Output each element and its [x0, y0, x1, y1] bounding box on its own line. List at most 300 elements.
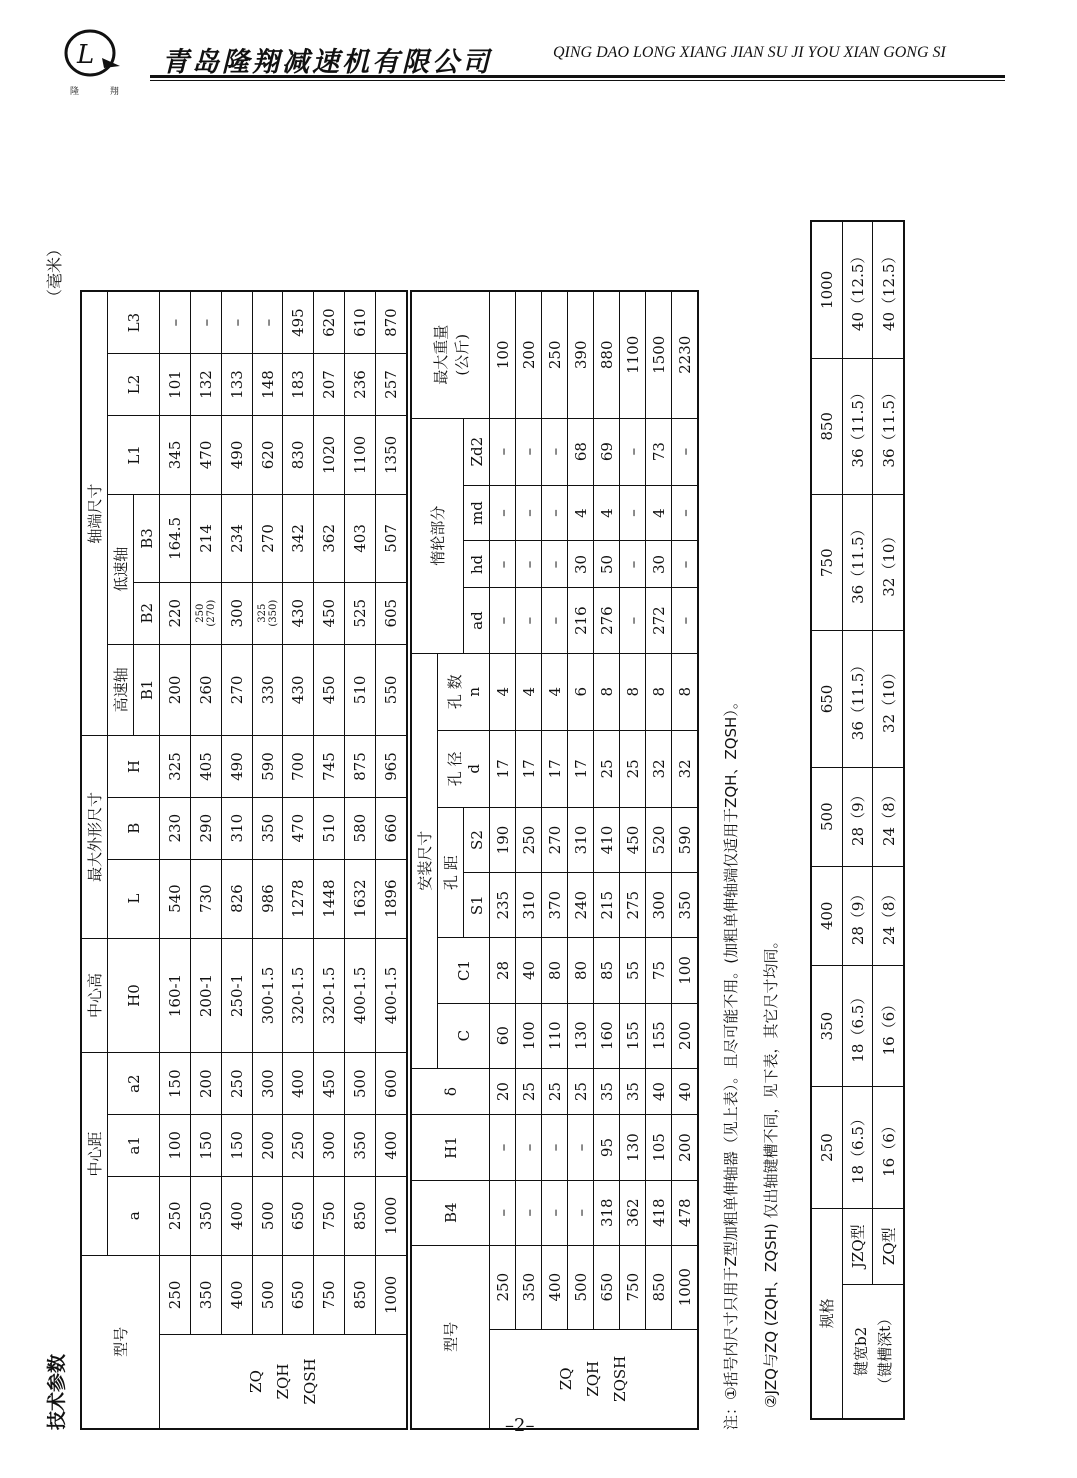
table-cell: 200	[516, 291, 542, 418]
table-cell: 1350	[376, 415, 407, 494]
table-cell: 100	[672, 938, 699, 1003]
table-cell: 183	[283, 354, 314, 416]
table-cell: 55	[620, 938, 646, 1003]
table-cell: 234	[221, 494, 252, 582]
table-cell: 400	[283, 1053, 314, 1115]
col-s1: S1	[464, 873, 490, 938]
table-cell: 25	[542, 1068, 568, 1115]
table-cell: –	[516, 588, 542, 653]
table-cell: 430	[283, 644, 314, 736]
table-cell: 4	[646, 485, 672, 541]
table-cell: 4	[490, 653, 516, 730]
series-name: ZQSH	[611, 1355, 629, 1402]
header-rule	[150, 75, 1005, 81]
table-cell: –	[221, 291, 252, 354]
table-row	[516, 291, 542, 1429]
table-cell: 400-1.5	[345, 938, 376, 1053]
table-cell: 6	[568, 653, 594, 730]
table-cell: 132	[190, 354, 221, 416]
table-cell: 150	[190, 1115, 221, 1177]
table-cell: 750	[314, 1255, 345, 1334]
table-cell: 580	[345, 797, 376, 859]
table-cell: –	[672, 418, 699, 485]
table-cell: 620	[252, 415, 283, 494]
table-cell: 850	[345, 1176, 376, 1255]
table-cell: –	[190, 291, 221, 354]
table-cell: 540	[160, 859, 191, 938]
table-cell: 490	[221, 736, 252, 798]
col-b2: B2	[134, 582, 160, 644]
table-cell: –	[252, 291, 283, 354]
table-cell: 150	[160, 1053, 191, 1115]
col-s2: S2	[464, 807, 490, 872]
table-cell: 95	[594, 1115, 620, 1180]
table-cell: 300	[646, 873, 672, 938]
table-cell: 850	[345, 1255, 376, 1334]
table-cell: 320-1.5	[314, 938, 345, 1053]
installation-table	[410, 290, 699, 1430]
table-cell: 350	[190, 1255, 221, 1334]
jzq-cell: 36（11.5）	[842, 358, 873, 494]
table-cell: 450	[620, 807, 646, 872]
zq-cell: 32（10）	[873, 495, 904, 631]
table-cell: 28	[490, 938, 516, 1003]
spec-850: 850	[811, 358, 842, 494]
table-cell: 4	[516, 653, 542, 730]
table-cell: 290	[190, 797, 221, 859]
table-cell: 600	[376, 1053, 407, 1115]
table-cell: 100	[160, 1115, 191, 1177]
page-title: 技术参数	[46, 1353, 68, 1430]
col-l1: L1	[108, 415, 160, 494]
table-row	[221, 291, 252, 1429]
table-cell: 250	[221, 1053, 252, 1115]
table-cell: 1500	[646, 291, 672, 418]
table-cell: –	[542, 541, 568, 588]
table-cell: 200	[672, 1003, 699, 1068]
table-cell: 30	[646, 541, 672, 588]
table-cell: 32	[646, 730, 672, 807]
table-cell: 610	[345, 291, 376, 354]
table-cell: 270	[221, 644, 252, 736]
col-h: H	[108, 736, 160, 798]
table-cell: 750	[620, 1245, 646, 1329]
header-model-2: 型号	[411, 1245, 490, 1429]
jzq-cell: 36（11.5）	[842, 495, 873, 631]
table-cell: 500	[252, 1255, 283, 1334]
table-cell: 1000	[672, 1245, 699, 1329]
table-cell: –	[490, 1180, 516, 1245]
table-row	[646, 291, 672, 1429]
table-row	[345, 291, 376, 1429]
table-cell: 730	[190, 859, 221, 938]
table-cell: 235	[490, 873, 516, 938]
table-cell: 4	[594, 485, 620, 541]
table-cell: 230	[160, 797, 191, 859]
table-cell: 495	[283, 291, 314, 354]
table-cell: –	[542, 1180, 568, 1245]
col-md: md	[464, 485, 490, 541]
spec-250: 250	[811, 1087, 842, 1208]
jzq-cell: 18（6.5）	[842, 1087, 873, 1208]
table-cell: 362	[314, 494, 345, 582]
table-cell: 40	[672, 1068, 699, 1115]
table-cell: 8	[620, 653, 646, 730]
dimensions-table	[80, 290, 408, 1430]
table-cell: 105	[646, 1115, 672, 1180]
table-cell: 8	[672, 653, 699, 730]
header-max-weight: 最大重量 (公斤)	[411, 291, 490, 418]
table-cell: 500	[252, 1176, 283, 1255]
table-cell: –	[620, 418, 646, 485]
table-cell: 40	[646, 1068, 672, 1115]
table-cell: 605	[376, 582, 407, 644]
table-cell: 17	[516, 730, 542, 807]
col-c1: C1	[438, 938, 490, 1003]
table-cell: 400	[221, 1176, 252, 1255]
table-cell: 236	[345, 354, 376, 416]
table-cell: 362	[620, 1180, 646, 1245]
table-cell: 520	[646, 807, 672, 872]
table-cell: 200-1	[190, 938, 221, 1053]
table-cell: 4	[568, 485, 594, 541]
col-l2: L2	[108, 354, 160, 416]
spec-650: 650	[811, 631, 842, 767]
table-cell: –	[516, 418, 542, 485]
table-cell: –	[490, 485, 516, 541]
table-cell: 1000	[376, 1255, 407, 1334]
table-cell: 270	[542, 807, 568, 872]
table-cell: –	[542, 588, 568, 653]
table-cell: 1100	[620, 291, 646, 418]
table-cell: –	[490, 418, 516, 485]
table-cell: 215	[594, 873, 620, 938]
col-b: B	[108, 797, 160, 859]
series-name: ZQ	[246, 1370, 265, 1393]
table-cell: 100	[490, 291, 516, 418]
table-cell: 325	[160, 736, 191, 798]
table-cell: 25	[568, 1068, 594, 1115]
table-cell: 345	[160, 415, 191, 494]
table-cell: –	[620, 485, 646, 541]
series-label	[160, 1334, 408, 1429]
table-cell: 318	[594, 1180, 620, 1245]
table-cell: –	[490, 1115, 516, 1180]
zq-cell: 40（12.5）	[873, 221, 904, 358]
table-cell: 50	[594, 541, 620, 588]
table-cell: 507	[376, 494, 407, 582]
table-cell: 850	[646, 1245, 672, 1329]
table-cell: 35	[620, 1068, 646, 1115]
table-cell: 350	[516, 1245, 542, 1329]
table-cell: 400	[221, 1255, 252, 1334]
table-cell: –	[568, 1115, 594, 1180]
jzq-cell: 40（12.5）	[842, 221, 873, 358]
table-cell: 405	[190, 736, 221, 798]
note-2: ②JZQ与ZQ (ZQH、ZQSH) 仅出轴键槽不同，见下表，其它尺寸均同。	[762, 933, 780, 1408]
table-cell: 450	[314, 582, 345, 644]
col-b3: B3	[134, 494, 160, 582]
table-cell: 350	[345, 1115, 376, 1177]
table-cell: 214	[190, 494, 221, 582]
header-center-height: 中心高	[81, 938, 108, 1053]
table-cell: –	[568, 1180, 594, 1245]
table-cell: –	[620, 588, 646, 653]
table-cell: 276	[594, 588, 620, 653]
table-row	[252, 291, 283, 1429]
table-cell: 310	[568, 807, 594, 872]
table-cell: –	[542, 1115, 568, 1180]
table-cell: 410	[594, 807, 620, 872]
table-cell: 200	[252, 1115, 283, 1177]
table-cell: 20	[490, 1068, 516, 1115]
table-cell: 403	[345, 494, 376, 582]
table-cell: 830	[283, 415, 314, 494]
table-cell: –	[672, 485, 699, 541]
table-cell: 1000	[376, 1176, 407, 1255]
table-cell: 390	[568, 291, 594, 418]
table-cell: 190	[490, 807, 516, 872]
table-cell: 350	[672, 873, 699, 938]
table-cell: 620	[314, 291, 345, 354]
rotated-content	[45, 140, 1020, 1430]
zq-cell: 16（6）	[873, 965, 904, 1086]
header-outer-size: 最大外形尺寸	[81, 736, 108, 938]
table-row	[283, 291, 314, 1429]
table-cell: –	[672, 541, 699, 588]
table-cell: 525	[345, 582, 376, 644]
table-row	[568, 291, 594, 1429]
header-high-speed: 高速轴	[108, 644, 134, 736]
col-a2: a2	[108, 1053, 160, 1115]
table-cell: 1100	[345, 415, 376, 494]
table-cell: 250	[160, 1176, 191, 1255]
zq-cell: 16（6）	[873, 1087, 904, 1208]
table-cell: 350	[252, 797, 283, 859]
header-center-distance: 中心距	[81, 1053, 108, 1255]
series-name: ZQH	[584, 1360, 602, 1397]
table-cell: 400-1.5	[376, 938, 407, 1053]
series-name: ZQH	[273, 1363, 292, 1400]
table-cell: 986	[252, 859, 283, 938]
table-cell: 450	[314, 1053, 345, 1115]
table-cell: 257	[376, 354, 407, 416]
table-cell: 250	[160, 1255, 191, 1334]
table-cell: 68	[568, 418, 594, 485]
table-cell: 275	[620, 873, 646, 938]
table-cell: 700	[283, 736, 314, 798]
table-cell: 240	[568, 873, 594, 938]
table-cell: 160-1	[160, 938, 191, 1053]
table-cell: 2230	[672, 291, 699, 418]
key-width-label: 键宽b2	[851, 1326, 870, 1376]
unit-label: （毫米）	[45, 240, 64, 305]
table-row	[190, 291, 221, 1429]
logo-text: 隆 翔	[70, 87, 133, 97]
table-cell: 270	[252, 494, 283, 582]
table-row	[376, 291, 407, 1429]
table-cell: –	[516, 541, 542, 588]
col-zd2: Zd2	[464, 418, 490, 485]
table-cell: 17	[568, 730, 594, 807]
spec-350: 350	[811, 965, 842, 1086]
table-cell: 250	[542, 291, 568, 418]
table-row	[594, 291, 620, 1429]
table-cell: 155	[620, 1003, 646, 1068]
col-c: C	[438, 1003, 490, 1068]
table-cell: 1448	[314, 859, 345, 938]
table-cell: 490	[221, 415, 252, 494]
col-h1: H1	[411, 1115, 490, 1180]
table-cell: 8	[646, 653, 672, 730]
table-cell: 160	[594, 1003, 620, 1068]
table-cell: 32	[672, 730, 699, 807]
table-cell: 17	[490, 730, 516, 807]
table-cell: 100	[516, 1003, 542, 1068]
table-cell: 85	[594, 938, 620, 1003]
table-cell: 590	[252, 736, 283, 798]
header-low-speed: 低速轴	[108, 494, 134, 644]
table-cell: 1020	[314, 415, 345, 494]
table-cell: –	[620, 541, 646, 588]
jzq-cell: 28（9）	[842, 767, 873, 866]
header-idler: 惰轮部分	[411, 418, 464, 653]
table-cell: 4	[542, 653, 568, 730]
table-cell: 370	[542, 873, 568, 938]
table-row	[314, 291, 345, 1429]
table-cell: 870	[376, 291, 407, 354]
table-cell: 130	[568, 1003, 594, 1068]
table-cell: 250	[490, 1245, 516, 1329]
keyway-label	[842, 1284, 904, 1419]
table-cell: 80	[568, 938, 594, 1003]
table-cell: 260	[190, 644, 221, 736]
table-cell: 650	[594, 1245, 620, 1329]
table-cell: –	[542, 418, 568, 485]
table-cell: 650	[283, 1255, 314, 1334]
header-install-size: 安装尺寸	[411, 653, 438, 1068]
table-cell: 25	[620, 730, 646, 807]
table-cell: 350	[190, 1176, 221, 1255]
table-cell: 200	[190, 1053, 221, 1115]
table-cell: 300-1.5	[252, 938, 283, 1053]
table-cell: 75	[646, 938, 672, 1003]
series-label	[490, 1329, 699, 1429]
table-cell: 272	[646, 588, 672, 653]
table-cell: –	[516, 1180, 542, 1245]
table-cell: 73	[646, 418, 672, 485]
table-cell: 300	[221, 582, 252, 644]
header-model: 型号	[81, 1255, 160, 1429]
table-cell: 880	[594, 291, 620, 418]
table-cell: 101	[160, 354, 191, 416]
row-jzq-label: JZQ型	[842, 1208, 873, 1284]
col-a: a	[108, 1176, 160, 1255]
table-row	[620, 291, 646, 1429]
table-cell: 470	[283, 797, 314, 859]
table-cell: 650	[283, 1176, 314, 1255]
table-cell: 745	[314, 736, 345, 798]
table-cell: 478	[672, 1180, 699, 1245]
jzq-cell: 18（6.5）	[842, 965, 873, 1086]
table-cell: –	[516, 485, 542, 541]
note-1: 注：①括号内尺寸只用于Z型加粗单伸轴器（见上表）。且尽可能不用。(加粗单伸轴端仅适用于ZQH、ZQSH）。	[722, 694, 740, 1430]
col-hd: hd	[464, 541, 490, 588]
col-l3: L3	[108, 291, 160, 354]
table-cell: 69	[594, 418, 620, 485]
table-cell: –	[490, 588, 516, 653]
col-ad: ad	[464, 588, 490, 653]
table-cell: 17	[542, 730, 568, 807]
company-name-en: QING DAO LONG XIANG JIAN SU JI YOU XIAN GONG SI	[553, 44, 946, 61]
table-cell: 470	[190, 415, 221, 494]
spec-1000: 1000	[811, 221, 842, 358]
keyway-table	[810, 220, 905, 1420]
header-spec: 规格	[811, 1208, 842, 1419]
table-cell: 1632	[345, 859, 376, 938]
table-cell: 310	[221, 797, 252, 859]
table-row	[542, 291, 568, 1429]
page-number: –2–	[505, 1415, 535, 1436]
header-shaft-size: 轴端尺寸	[81, 291, 108, 736]
table-cell: 220	[160, 582, 191, 644]
company-name-cn: 青岛隆翔减速机有限公司	[162, 47, 492, 78]
table-cell: 400	[542, 1245, 568, 1329]
table-cell: –	[542, 485, 568, 541]
table-cell: 25	[516, 1068, 542, 1115]
table-cell: 590	[672, 807, 699, 872]
table-cell: 25	[594, 730, 620, 807]
header-hole-count: 孔 数 n	[438, 653, 490, 730]
zq-cell: 32（10）	[873, 631, 904, 767]
table-cell: 30	[568, 541, 594, 588]
table-cell: 510	[345, 644, 376, 736]
table-cell: 550	[376, 644, 407, 736]
table-cell: 1278	[283, 859, 314, 938]
table-cell: 450	[314, 644, 345, 736]
table-cell: 155	[646, 1003, 672, 1068]
header-hole-spacing: 孔 距	[438, 807, 464, 937]
series-name: ZQ	[557, 1367, 575, 1391]
table-cell: 250-1	[221, 938, 252, 1053]
series-name: ZQSH	[300, 1358, 319, 1405]
table-row	[160, 291, 191, 1429]
table-cell: 500	[345, 1053, 376, 1115]
table-cell: 200	[160, 644, 191, 736]
table-cell: 110	[542, 1003, 568, 1068]
zq-cell: 24（8）	[873, 767, 904, 866]
table-cell: 400	[376, 1115, 407, 1177]
table-cell: 510	[314, 797, 345, 859]
header-hole-diameter: 孔 径 d	[438, 730, 490, 807]
table-cell: 875	[345, 736, 376, 798]
table-cell: 660	[376, 797, 407, 859]
row-zq-label: ZQ型	[873, 1208, 904, 1284]
table-cell: 130	[620, 1115, 646, 1180]
jzq-cell: 36（11.5）	[842, 631, 873, 767]
col-h0: H0	[108, 938, 160, 1053]
table-cell: 250 (270)	[190, 582, 221, 644]
table-cell: 500	[568, 1245, 594, 1329]
page-header	[0, 0, 1077, 115]
col-b4: B4	[411, 1180, 490, 1245]
table-row	[672, 291, 699, 1429]
table-cell: –	[160, 291, 191, 354]
table-cell: 325 (350)	[252, 582, 283, 644]
spec-500: 500	[811, 767, 842, 866]
table-cell: 430	[283, 582, 314, 644]
table-cell: 8	[594, 653, 620, 730]
